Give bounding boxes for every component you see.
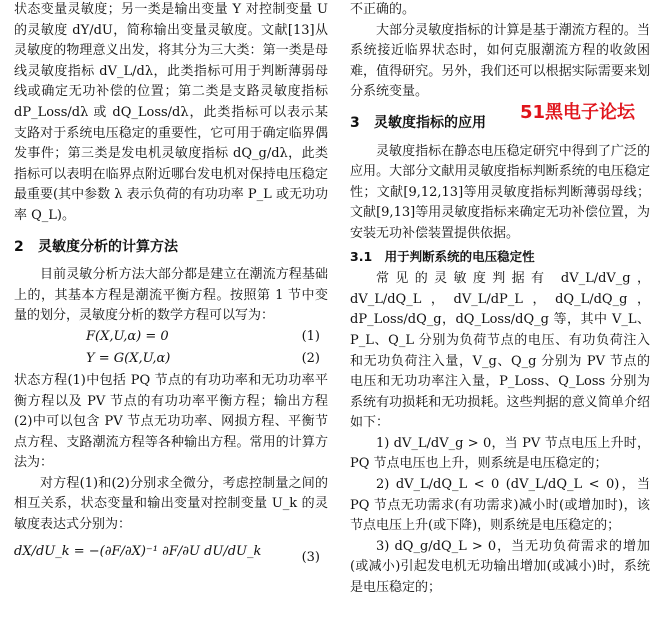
subsection-3-1-heading: 3.1 用于判断系统的电压稳定性 <box>350 248 535 264</box>
right-paragraph-2: 灵敏度指标在静态电压稳定研究中得到了广泛的应用。大部分文献用灵敏度指标判断系统的电压稳定性；文献[9,12,13]等用灵敏度指标判断薄弱母线；文献[9,13]等用灵敏度指标来确定无功补偿位置，为安装无功补偿装置提供依据。 <box>350 143 650 241</box>
criterion-item-1: 1) dV_L/dV_g > 0，当 PV 节点电压上升时，PQ 节点电压也上升，则系统是电压稳定的； <box>350 435 650 472</box>
left-paragraph-1: 状态变量灵敏度；另一类是输出变量 Y 对控制变量 U 的灵敏度 dY/dU，简称输出变量灵敏度。文献[13]从灵敏度的物理意义出发，将其分为三大类：第一类是母线灵敏度指标 dV_L/dλ，此类指标可用于判断薄弱母线或确定无功补偿的位置；第二类是支路灵敏度指标 dP_Loss/dλ 或 dQ_Loss/dλ，此类指标可以表示某支路对于系统电压稳定的重要性，它可用于确定临界偶发事件；第三类是发电机灵敏度指标 dQ_g/dλ，此类指标可以表明在临界点附近哪台发电机对保持电压稳定最重要(其中参数 λ 表示负荷的有功功率 P_L 或无功功率 Q_L)。 <box>14 2 328 223</box>
equation-2 <box>14 349 328 371</box>
left-paragraph-2: 目前灵敏分析方法大部分都是建立在潮流方程基础上的，其基本方程是潮流平衡方程。按照第 1 节中变量的划分，灵敏度分析的数学方程可以写为： <box>14 267 328 324</box>
section-3-title: 灵敏度指标的应用 <box>374 114 486 131</box>
equation-1-body: F(X,U,α) = 0 <box>86 328 169 344</box>
left-paragraph-4: 对方程(1)和(2)分别求全微分，考虑控制量之间的相互关系，状态变量和输出变量对控制变量 U_k 的灵敏度表达式分别为： <box>14 475 328 533</box>
right-paragraph-0: 不正确的。 <box>350 2 416 17</box>
equation-1 <box>14 327 328 349</box>
section-3-number: 3 <box>350 114 360 131</box>
right-paragraph-1: 大部分灵敏度指标的计算是基于潮流方程的。当系统接近临界状态时，如何克服潮流方程的收敛困难，值得研究。另外，我们还可以根据实际需要来划分系统变量。 <box>350 22 650 100</box>
right-paragraph-3: 常见的灵敏度判据有 dV_L/dV_g，dV_L/dQ_L，dV_L/dP_L，dQ_L/dQ_g，dP_Loss/dQ_g，dQ_Loss/dQ_g 等，其中 V_L、P_L、Q_L 分别为负荷节点的电压、有功负荷注入和无功负荷注入量，V_g、Q_g 分别为 PV 节点的电压和无功功率注入量，P_Loss、Q_Loss 分别为系统有功损耗和无功损耗。这些判据的意义简单介绍如下： <box>350 271 650 431</box>
section-2-heading <box>14 237 328 258</box>
criterion-item-2: 2) dV_L/dQ_L < 0 (dV_L/dQ_L < 0)，当 PQ 节点无功需求(有功需求)减小时(或增加时)，该节点电压上升(或下降)，则系统是电压稳定的； <box>350 477 650 534</box>
criterion-item-3: 3) dQ_g/dQ_L > 0，当无功负荷需求的增加(或减小)引起发电机无功输出增加(或减小)时，系统是电压稳定的； <box>350 538 650 596</box>
right-column <box>350 0 650 599</box>
equation-1-number: (1) <box>301 328 320 344</box>
left-paragraph-3: 状态方程(1)中包括 PQ 节点的有功功率和无功功率平衡方程以及 PV 节点的有功功率平衡方程；输出方程(2)中可以包含 PV 节点无功功率、网损方程、平衡节点方程、支路潮流方程等各种输出方程。常用的计算方法为： <box>14 372 328 471</box>
left-column <box>14 0 328 574</box>
equation-3 <box>14 538 328 574</box>
equation-3-body: dX/dU_k = −(∂F/∂X)⁻¹ ∂F/∂U dU/dU_k <box>14 543 262 559</box>
equation-2-body: Y = G(X,U,α) <box>86 350 171 366</box>
section-2-title: 灵敏度分析的计算方法 <box>38 238 178 255</box>
forum-watermark: 51黑电子论坛 <box>520 102 636 123</box>
equation-2-number: (2) <box>301 350 320 366</box>
section-2-number: 2 <box>14 238 24 255</box>
equation-3-number: (3) <box>301 549 320 565</box>
